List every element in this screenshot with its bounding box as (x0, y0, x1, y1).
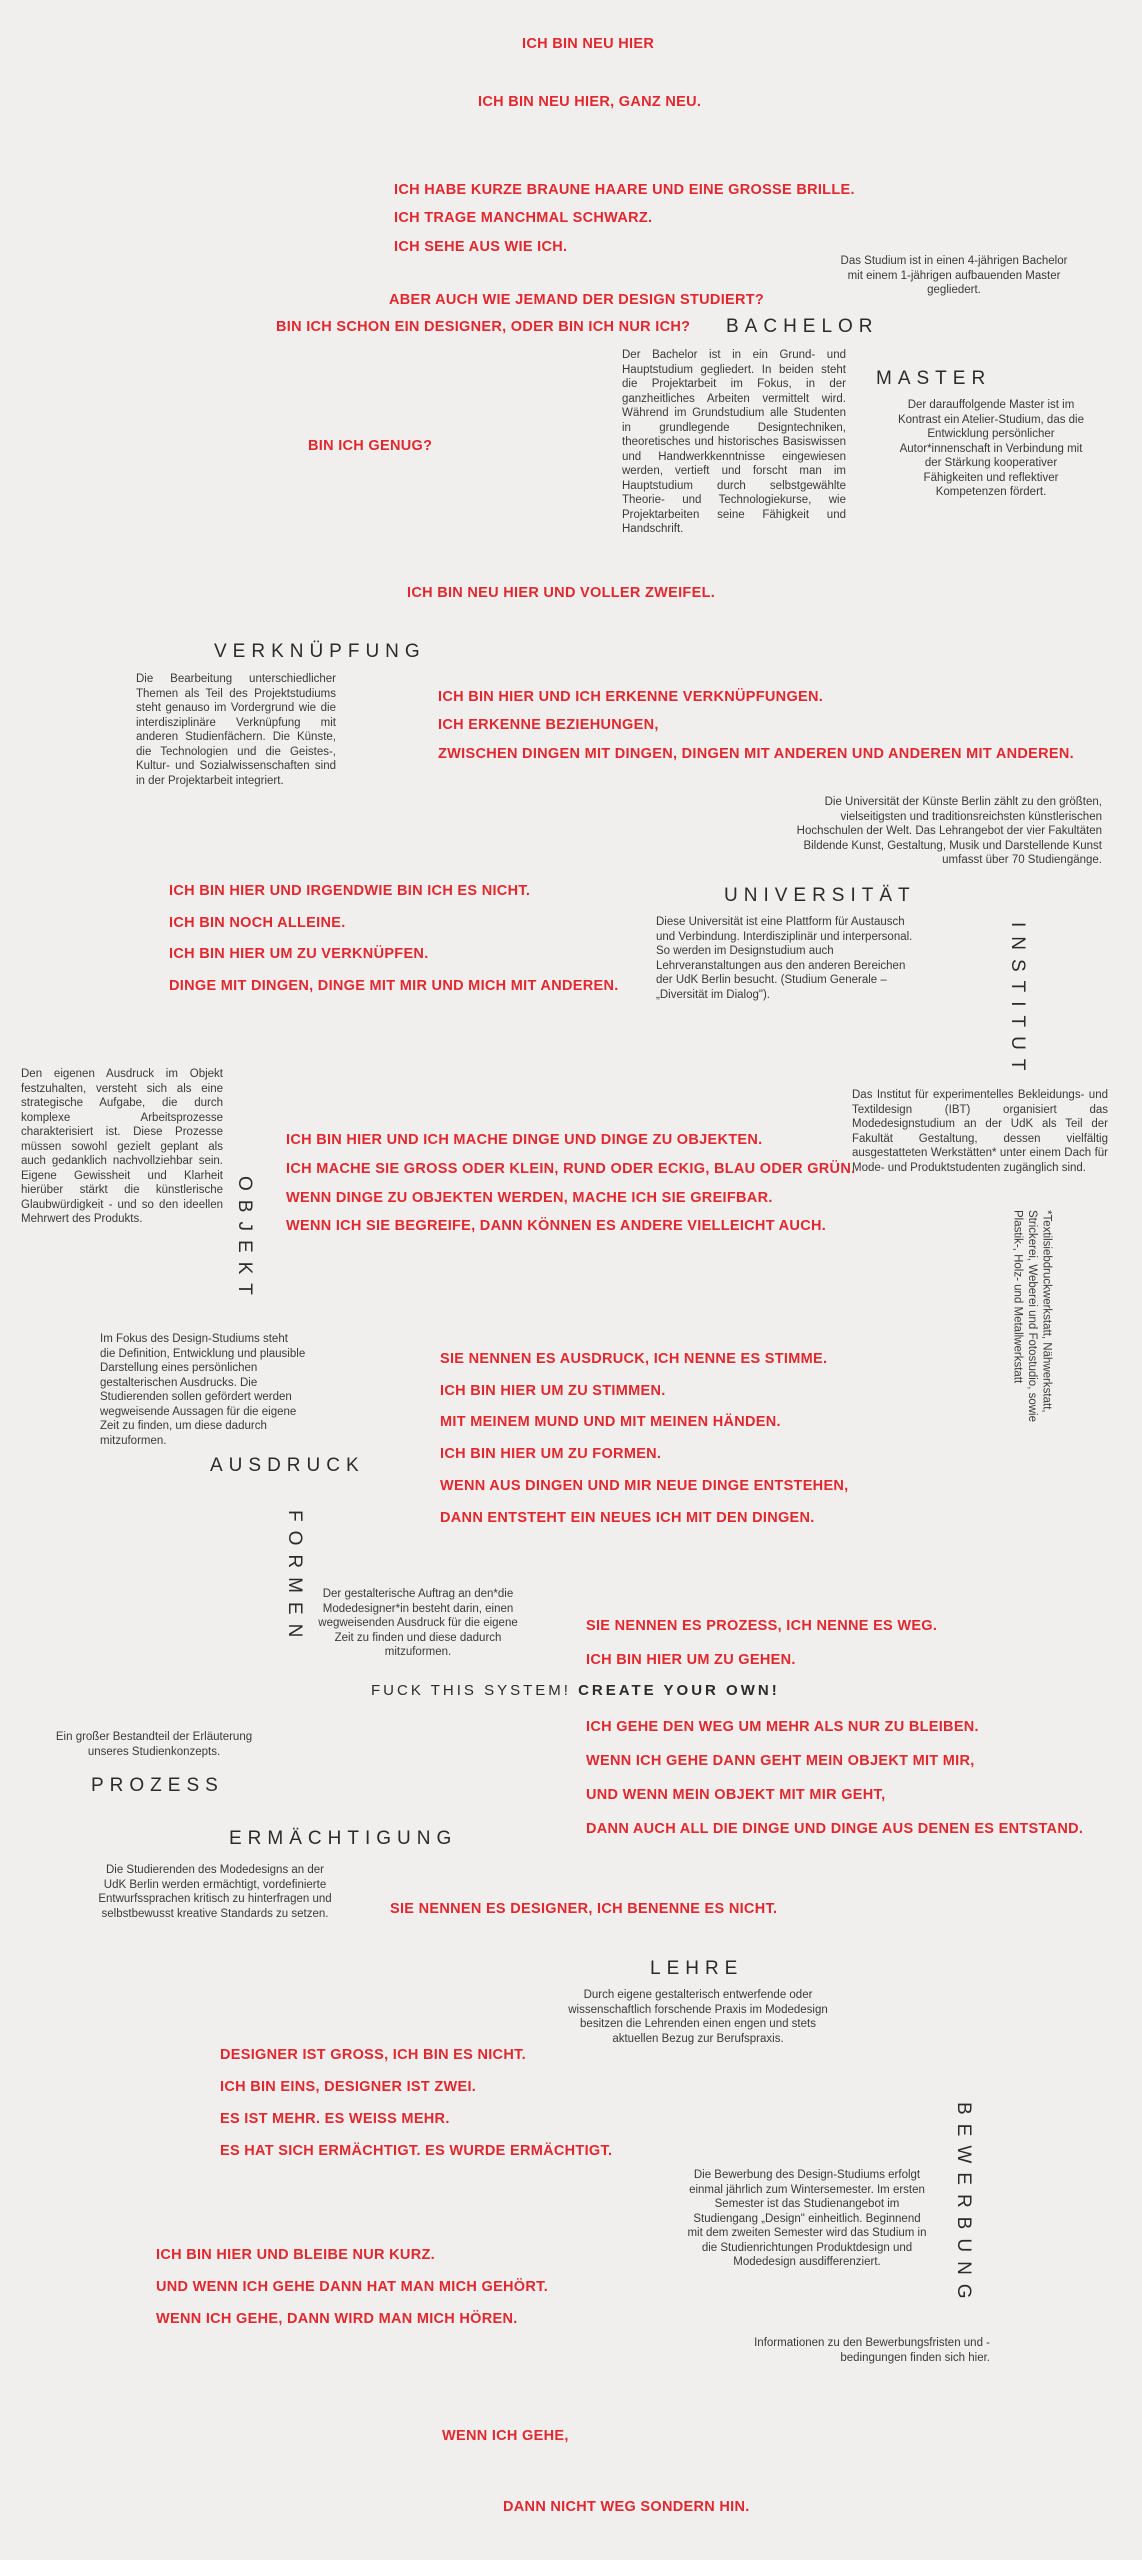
poem-line: ICH BIN NEU HIER (522, 36, 655, 52)
poem-line: WENN ICH GEHE, (442, 2428, 569, 2444)
poem-line: WENN ICH GEHE, DANN WIRD MAN MICH HÖREN. (156, 2311, 518, 2327)
poem-line: ABER AUCH WIE JEMAND DER DESIGN STUDIERT? (389, 292, 765, 308)
lehre-text: Durch eigene gestalterisch entwerfende oder wissenschaftlich forschende Praxis im Modedesign besitzen die Lehrenden einen engen und stets aktuellen Bezug zur Berufspraxis. (568, 1989, 828, 2045)
poem-line: WENN ICH GEHE DANN GEHT MEIN OBJEKT MIT MIR, (586, 1753, 975, 1769)
poem-line: WENN AUS DINGEN UND MIR NEUE DINGE ENTSTEHEN, (440, 1478, 849, 1494)
poem-line: DANN NICHT WEG SONDERN HIN. (503, 2499, 750, 2515)
poem-line: ICH BIN HIER UM ZU FORMEN. (440, 1446, 662, 1462)
bewerbung-heading: BEWERBUNG (953, 2102, 974, 2308)
slogan-part1: FUCK THIS SYSTEM! (371, 1682, 571, 1699)
poem-line: WENN ICH SIE BEGREIFE, DANN KÖNNEN ES ANDERE VIELLEICHT AUCH. (286, 1218, 827, 1234)
universitaet-heading: UNIVERSITÄT (724, 885, 916, 906)
institut-heading: INSTITUT (1007, 922, 1028, 1080)
poem-line: UND WENN MEIN OBJEKT MIT MIR GEHT, (586, 1787, 886, 1803)
studium-text: Das Studium ist in einen 4-jährigen Bachelor mit einem 1-jährigen aufbauenden Master gegliedert. (840, 255, 1068, 296)
poem-line: ES HAT SICH ERMÄCHTIGT. ES WURDE ERMÄCHTIGT. (220, 2143, 613, 2159)
formen-heading: FORMEN (284, 1510, 305, 1647)
poem-line: ICH ERKENNE BEZIEHUNGEN, (438, 717, 659, 733)
ermaechtigung-text: Die Studierenden des Modedesigns an der UdK Berlin werden ermächtigt, vordefinierte Entwurfssprachen kritisch zu hinterfragen und selbstbewusst kreative Standards zu setzen. (98, 1864, 332, 1920)
prozess-text: Ein großer Bestandteil der Erläuterung unseres Studienkonzepts. (55, 1731, 253, 1758)
poem-line: MIT MEINEM MUND UND MIT MEINEN HÄNDEN. (440, 1414, 781, 1430)
poem-line: DANN ENTSTEHT EIN NEUES ICH MIT DEN DINGEN. (440, 1510, 815, 1526)
poem-line: SIE NENNEN ES AUSDRUCK, ICH NENNE ES STIMME. (440, 1351, 828, 1367)
poem-line: BIN ICH GENUG? (308, 438, 433, 454)
poem-line: ICH BIN NOCH ALLEINE. (169, 915, 346, 931)
poem-line: ICH BIN NEU HIER UND VOLLER ZWEIFEL. (407, 585, 716, 601)
objekt-heading: OBJEKT (234, 1176, 255, 1304)
bachelor-heading: BACHELOR (726, 316, 879, 337)
master-heading: MASTER (876, 368, 992, 389)
poem-line: ICH TRAGE MANCHMAL SCHWARZ. (394, 210, 653, 226)
bewerbungsfristen-link[interactable]: Informationen zu den Bewerbungsfristen und -bedingungen finden sich hier. (754, 2337, 990, 2364)
poem-line: DANN AUCH ALL DIE DINGE UND DINGE AUS DENEN ES ENTSTAND. (586, 1821, 1084, 1837)
poem-line: SIE NENNEN ES PROZESS, ICH NENNE ES WEG. (586, 1618, 938, 1634)
poem-line: ES IST MEHR. ES WEISS MEHR. (220, 2111, 450, 2127)
poem-line: ICH BIN HIER UM ZU GEHEN. (586, 1652, 796, 1668)
slogan-part2: CREATE YOUR OWN! (578, 1682, 780, 1699)
poem-line: ICH BIN EINS, DESIGNER IST ZWEI. (220, 2079, 477, 2095)
poem-line: ICH HABE KURZE BRAUNE HAARE UND EINE GROSSE BRILLE. (394, 182, 855, 198)
prozess-heading: PROZESS (91, 1775, 224, 1796)
verknuepfung-text: Die Bearbeitung unterschiedlicher Themen als Teil des Projektstudiums steht genauso im Vordergrund wie die interdisziplinäre Verknüpfung mit anderen Studienfächern. Die Künste, die Technologien und die Geistes-, Kultur- und Sozialwissenschaften sind in der Projektarbeit integriert. (136, 673, 336, 787)
poem-line: ICH GEHE DEN WEG UM MEHR ALS NUR ZU BLEIBEN. (586, 1719, 979, 1735)
poem-line: ICH SEHE AUS WIE ICH. (394, 239, 568, 255)
bewerbung-text: Die Bewerbung des Design-Studiums erfolgt einmal jährlich zum Wintersemester. Im ersten Semester ist das Studienangebot im Studiengang „Design" einheitlich. Beginnend mit dem zweiten Semester wird das Studium in die Studienrichtungen Produktdesign und Modedesign ausdifferenziert. (687, 2169, 927, 2268)
werkstaetten-footnote: *Textilsiebdruckwerkstatt, Nähwerkstatt, Strickerei, Weberei und Fotostudio, sowie Plastik-, Holz- und Metallwerkstatt (1011, 1210, 1053, 1422)
slogan (371, 1682, 780, 1699)
poem-line: ICH BIN HIER UND BLEIBE NUR KURZ. (156, 2247, 435, 2263)
master-text: Der darauffolgende Master ist im Kontrast ein Atelier-Studium, das die Entwicklung persönlicher Autor*innenschaft in Verbindung mit der Stärkung kooperativer Fähigkeiten und reflektiver Kompetenzen fördert. (897, 399, 1085, 498)
poem-line: ICH BIN HIER UM ZU STIMMEN. (440, 1383, 666, 1399)
poem-line: UND WENN ICH GEHE DANN HAT MAN MICH GEHÖRT. (156, 2279, 549, 2295)
lehre-heading: LEHRE (650, 1958, 744, 1979)
ausdruck-text: Im Fokus des Design-Studiums steht die Definition, Entwicklung und plausible Darstellung eines persönlichen gestalterischen Ausdrucks. Die Studierenden sollen gefördert werden wegweisende Aussagen für die eigene Zeit zu finden, um diese dadurch mitzuformen. (100, 1333, 306, 1447)
poem-line: DINGE MIT DINGEN, DINGE MIT MIR UND MICH MIT ANDEREN. (169, 978, 619, 994)
ausdruck-heading: AUSDRUCK (210, 1455, 365, 1476)
poem-line: ICH BIN NEU HIER, GANZ NEU. (478, 94, 702, 110)
poem-line: DESIGNER IST GROSS, ICH BIN ES NICHT. (220, 2047, 526, 2063)
poem-line: SIE NENNEN ES DESIGNER, ICH BENENNE ES NICHT. (390, 1901, 778, 1917)
verknuepfung-heading: VERKNÜPFUNG (214, 641, 426, 662)
udk-text: Die Universität der Künste Berlin zählt zu den größten, vielseitigsten und traditionsreichsten künstlerischen Hochschulen der Welt. Das Lehrangebot der vier Fakultäten Bildende Kunst, Gestaltung, Musik und Darstellende Kunst umfasst über 70 Studiengänge. (796, 796, 1102, 866)
poem-line: ICH BIN HIER UM ZU VERKNÜPFEN. (169, 946, 429, 962)
formen-text: Der gestalterische Auftrag an den*die Modedesigner*in besteht darin, einen wegweisenden Ausdruck für die eigene Zeit zu finden und diese dadurch mitzuformen. (318, 1588, 518, 1658)
poem-line: ICH BIN HIER UND ICH ERKENNE VERKNÜPFUNGEN. (438, 689, 824, 705)
bachelor-text: Der Bachelor ist in ein Grund- und Hauptstudium gegliedert. In beiden steht die Projektarbeit im Fokus, in der ganzheitliches Arbeiten vermittelt wird. Während im Grundstudium alle Studenten in grundlegende Designtechniken, theoretisches und historisches Basiswissen und Handwerkkenntnisse eingewiesen werden, vertieft und forscht man im Hauptstudium durch selbstgewählte Theorie- und Technologiekurse, wie Projektarbeiten seine Fähigkeit und Handschrift. (622, 349, 846, 535)
institut-text: Das Institut für experimentelles Bekleidungs- und Textildesign (IBT) organisiert das Modedesignstudium an der UdK als Teil der Fakultät Gestaltung, dessen vielfältig ausgestatteten Werkstätten* unter einem Dach für Mode- und Produktstudenten zugänglich sind. (852, 1089, 1108, 1174)
poem-line: BIN ICH SCHON EIN DESIGNER, ODER BIN ICH NUR ICH? (276, 319, 691, 335)
poem-line: ICH BIN HIER UND ICH MACHE DINGE UND DINGE ZU OBJEKTEN. (286, 1132, 763, 1148)
poem-line: ZWISCHEN DINGEN MIT DINGEN, DINGEN MIT ANDEREN UND ANDEREN MIT ANDEREN. (438, 746, 1074, 762)
poem-line: WENN DINGE ZU OBJEKTEN WERDEN, MACHE ICH SIE GREIFBAR. (286, 1190, 773, 1206)
poem-line: ICH MACHE SIE GROSS ODER KLEIN, RUND ODER ECKIG, BLAU ODER GRÜN. (286, 1161, 856, 1177)
objekt-text: Den eigenen Ausdruck im Objekt festzuhalten, versteht sich als eine strategische Aufgabe, die durch komplexe Arbeitsprozesse charakterisiert ist. Diese Prozesse müssen sowohl gezielt geplant als auch gedanklich nachvollziehbar sein. Eigene Gewissheit und Klarheit hierüber stärkt die künstlerische Glaubwürdigkeit - und so den ideellen Mehrwert des Produkts. (21, 1068, 223, 1225)
ermaechtigung-heading: ERMÄCHTIGUNG (229, 1828, 458, 1849)
poem-line: ICH BIN HIER UND IRGENDWIE BIN ICH ES NICHT. (169, 883, 531, 899)
universitaet-text: Diese Universität ist eine Plattform für Austausch und Verbindung. Interdisziplinär und interpersonal. So werden im Designstudium auch Lehrveranstaltungen aus den anderen Bereichen der UdK Berlin besucht. (Studium Generale – „Diversität im Dialog"). (656, 916, 913, 1001)
